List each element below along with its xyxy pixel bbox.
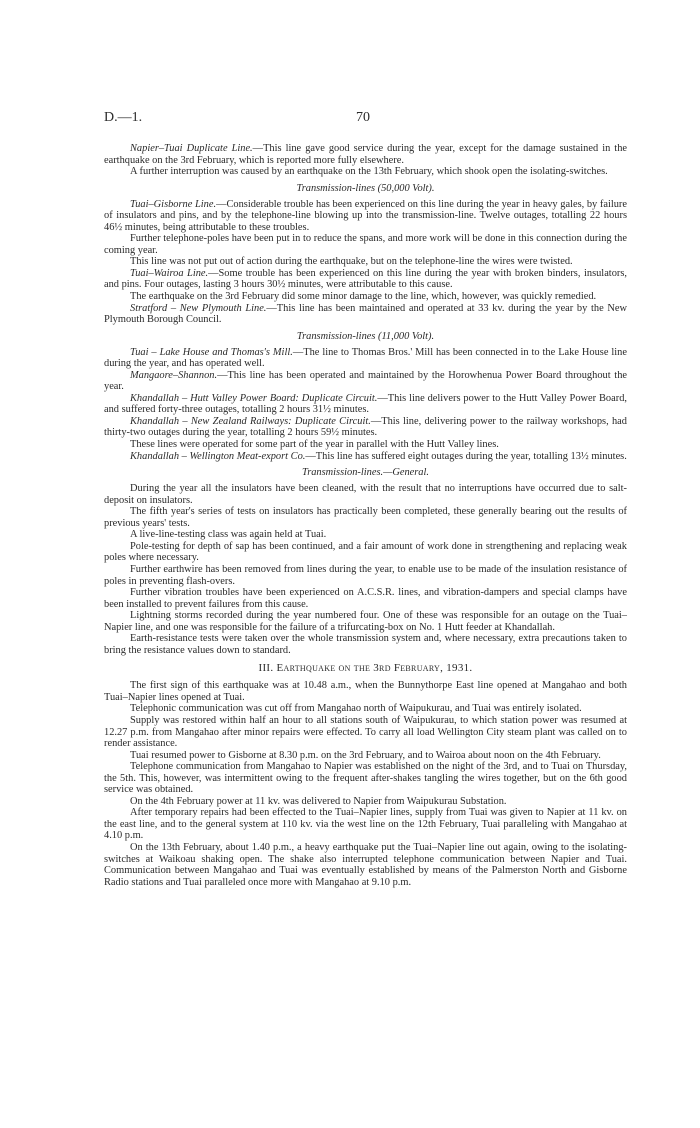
- paragraph: [104, 393, 627, 416]
- document-body: [104, 143, 627, 888]
- paragraph-lead-title: Mangaore–Shannon.: [130, 369, 218, 381]
- paragraph-text: —This line has suffered eight outages during the year, totalling 13½ minutes.: [305, 450, 627, 462]
- paragraph-text: —This line, delivering power to the railway workshops, had thirty-two outages during the year, totalling 2 hours 59½ minutes.: [104, 415, 627, 439]
- paragraph-text: —The line to Thomas Bros.' Mill has been connected in to the Lake House line during the year, and has operated well.: [104, 346, 627, 370]
- paragraph-text: Further telephone-poles have been put in to reduce the spans, and more work will be done in this connection during the coming year.: [104, 233, 627, 256]
- paragraph: [104, 529, 627, 541]
- paragraph: [104, 143, 627, 166]
- paragraph: [104, 587, 627, 610]
- paragraph: [104, 370, 627, 393]
- paragraph-text: Further earthwire has been removed from lines during the year, to enable use to be made of the insulation resistance of poles in preventing flash-overs.: [104, 563, 627, 587]
- paragraph-text: A further interruption was caused by an earthquake on the 13th February, which shook open the isolating-switches.: [130, 166, 608, 178]
- paragraph-text: —This line delivers power to the Hutt Valley Power Board, and suffered forty-three outages, totalling 2 hours 31½ minutes.: [104, 392, 627, 416]
- paragraph-text: Supply was restored within half an hour to all stations south of Waipukurau, to which station power was resumed at 12.27 p.m. from Mangahao after minor repairs were effected. To carry all load Wellington City steam plant was called on to render assistance.: [104, 714, 627, 750]
- paragraph-text: During the year all the insulators have been cleaned, with the result that no interruptions have occurred due to salt-deposit on insulators.: [104, 483, 627, 506]
- paragraph: [104, 268, 627, 291]
- paragraph: [104, 610, 627, 633]
- paragraph-text: The fifth year's series of tests on insulators has practically been completed, these generally bearing out the results of previous years' tests.: [104, 506, 627, 529]
- paragraph: [104, 761, 627, 796]
- paragraph-text: These lines were operated for some part of the year in parallel with the Hutt Valley lines.: [130, 439, 499, 451]
- section-heading: Transmission-lines (11,000 Volt).: [296, 330, 435, 342]
- paragraph-text: After temporary repairs had been effected to the Tuai–Napier lines, supply from Tuai was given to Napier at 11 kv. on the east line, and to the general system at 110 kv. via the west line on the 12th February, Tuai paralleling with Mangahao at 4.10 p.m.: [104, 807, 627, 842]
- paragraph: [104, 564, 627, 587]
- paragraph: [104, 451, 627, 463]
- paragraph-text: On the 13th February, about 1.40 p.m., a heavy earthquake put the Tuai–Napier line out again, owing to the isolating-switches at Waikoau shaking open. The shake also interrupted telephone communication between Napier and Tuai. Communication between Mangahao and Tuai was eventually established by means of the Palmerston North and Gisborne Radio stations and Tuai paralleled once more with Mangahao at 9.10 p.m.: [104, 841, 627, 888]
- paragraph-lead-title: Napier–Tuai Duplicate Line.: [130, 143, 253, 154]
- document-reference: D.—1.: [104, 110, 143, 125]
- paragraph: [104, 796, 627, 808]
- page-header: [104, 110, 624, 128]
- paragraph-text: —This line has been operated and maintained by the Horowhenua Power Board throughout the year.: [104, 369, 627, 393]
- paragraph-lead-title: Tuai–Gisborne Line.: [130, 198, 217, 210]
- paragraph-text: The earthquake on the 3rd February did some minor damage to the line, which, however, was quickly remedied.: [130, 291, 597, 303]
- paragraph: [104, 715, 627, 750]
- paragraph-text: Telephone communication from Mangahao to Napier was established on the night of the 3rd, and to Tuai on Thursday, the 5th. This, however, was intermittent owing to the frequent after-shakes tangling the wires together, but on the 6th good service was obtained.: [104, 761, 627, 796]
- paragraph-text: Telephonic communication was cut off from Mangahao north of Waipukurau, and Tuai was entirely isolated.: [130, 703, 582, 715]
- paragraph-text: —This line has been maintained and operated at 33 kv. during the year by the New Plymouth Borough Council.: [104, 302, 627, 326]
- section-heading: Transmission-lines.—General.: [301, 467, 429, 479]
- paragraph: [104, 439, 627, 451]
- paragraph: [104, 506, 627, 529]
- paragraph: [104, 199, 627, 234]
- paragraph-lead-title: Khandallah – Wellington Meat-export Co.: [130, 450, 306, 462]
- paragraph-text: The first sign of this earthquake was at 10.48 a.m., when the Bunnythorpe East line opened at Mangahao and both Tuai–Napier lines opened at Tuai.: [104, 680, 627, 703]
- paragraph: [104, 541, 627, 564]
- paragraph-text: —Considerable trouble has been experienced on this line during the year in heavy gales, by failure of insulators and pins, and by the telephone-line blowing up into the transmission-line. Twelve outages, totalling 22 hours 46½ minutes, being attributable to these troubles.: [104, 198, 628, 233]
- paragraph: [104, 807, 627, 842]
- paragraph: [104, 233, 627, 256]
- paragraph-lead-title: Stratford – New Plymouth Line.: [130, 302, 267, 314]
- paragraph: [104, 483, 627, 506]
- paragraph: [104, 680, 627, 703]
- paragraph-text: —This line gave good service during the year, except for the damage sustained in the earthquake on the 3rd February, which is reported more fully elsewhere.: [104, 143, 627, 166]
- paragraph: [104, 633, 627, 656]
- paragraph-lead-title: Tuai – Lake House and Thomas's Mill.: [130, 346, 293, 358]
- paragraph-text: Pole-testing for depth of sap has been continued, and a fair amount of work done in strengthening and replacing weak poles where necessary.: [104, 540, 627, 564]
- paragraph: [104, 303, 627, 326]
- paragraph-lead-title: Tuai–Wairoa Line.: [130, 267, 209, 279]
- paragraph-text: A live-line-testing class was again held at Tuai.: [130, 529, 327, 541]
- paragraph: [104, 256, 627, 268]
- paragraph: [104, 703, 627, 715]
- paragraph-text: Earth-resistance tests were taken over the whole transmission system and, where necessary, extra precautions taken to bring the resistance values down to standard.: [104, 633, 627, 656]
- paragraph: [104, 416, 627, 439]
- paragraph: [104, 347, 627, 370]
- paragraph: [104, 750, 627, 762]
- paragraph-text: This line was not put out of action during the earthquake, but on the telephone-line the wires were twisted.: [130, 256, 573, 268]
- major-section-heading: III. Earthquake on the 3rd February, 1931.: [258, 662, 473, 675]
- section-heading: Transmission-lines (50,000 Volt).: [296, 182, 435, 194]
- paragraph-lead-title: Khandallah – Hutt Valley Power Board: Duplicate Circuit.: [130, 392, 378, 404]
- paragraph: [104, 842, 627, 888]
- paragraph: [104, 291, 627, 303]
- paragraph-text: Lightning storms recorded during the year numbered four. One of these was responsible for an outage on the Tuai–Napier line, and one was responsible for the failure of a trifurcating-box on No. 1 Hutt feeder at Khandallah.: [104, 610, 627, 633]
- paragraph-lead-title: Khandallah – New Zealand Railways: Duplicate Circuit.: [130, 415, 371, 427]
- paragraph: [104, 166, 627, 178]
- paragraph-text: Tuai resumed power to Gisborne at 8.30 p.m. on the 3rd February, and to Wairoa about noon on the 4th February.: [130, 749, 601, 761]
- paragraph-text: —Some trouble has been experienced on this line during the year with broken binders, insulators, and pins. Four outages, lasting 3 hours 30½ minutes, were attributable to this cause.: [104, 267, 627, 291]
- paragraph-text: On the 4th February power at 11 kv. was delivered to Napier from Waipukurau Substation.: [130, 795, 507, 807]
- paragraph-text: Further vibration troubles have been experienced on A.C.S.R. lines, and vibration-dampers and special clamps have been installed to prevent failures from this cause.: [104, 587, 627, 610]
- page-number: 70: [356, 110, 370, 125]
